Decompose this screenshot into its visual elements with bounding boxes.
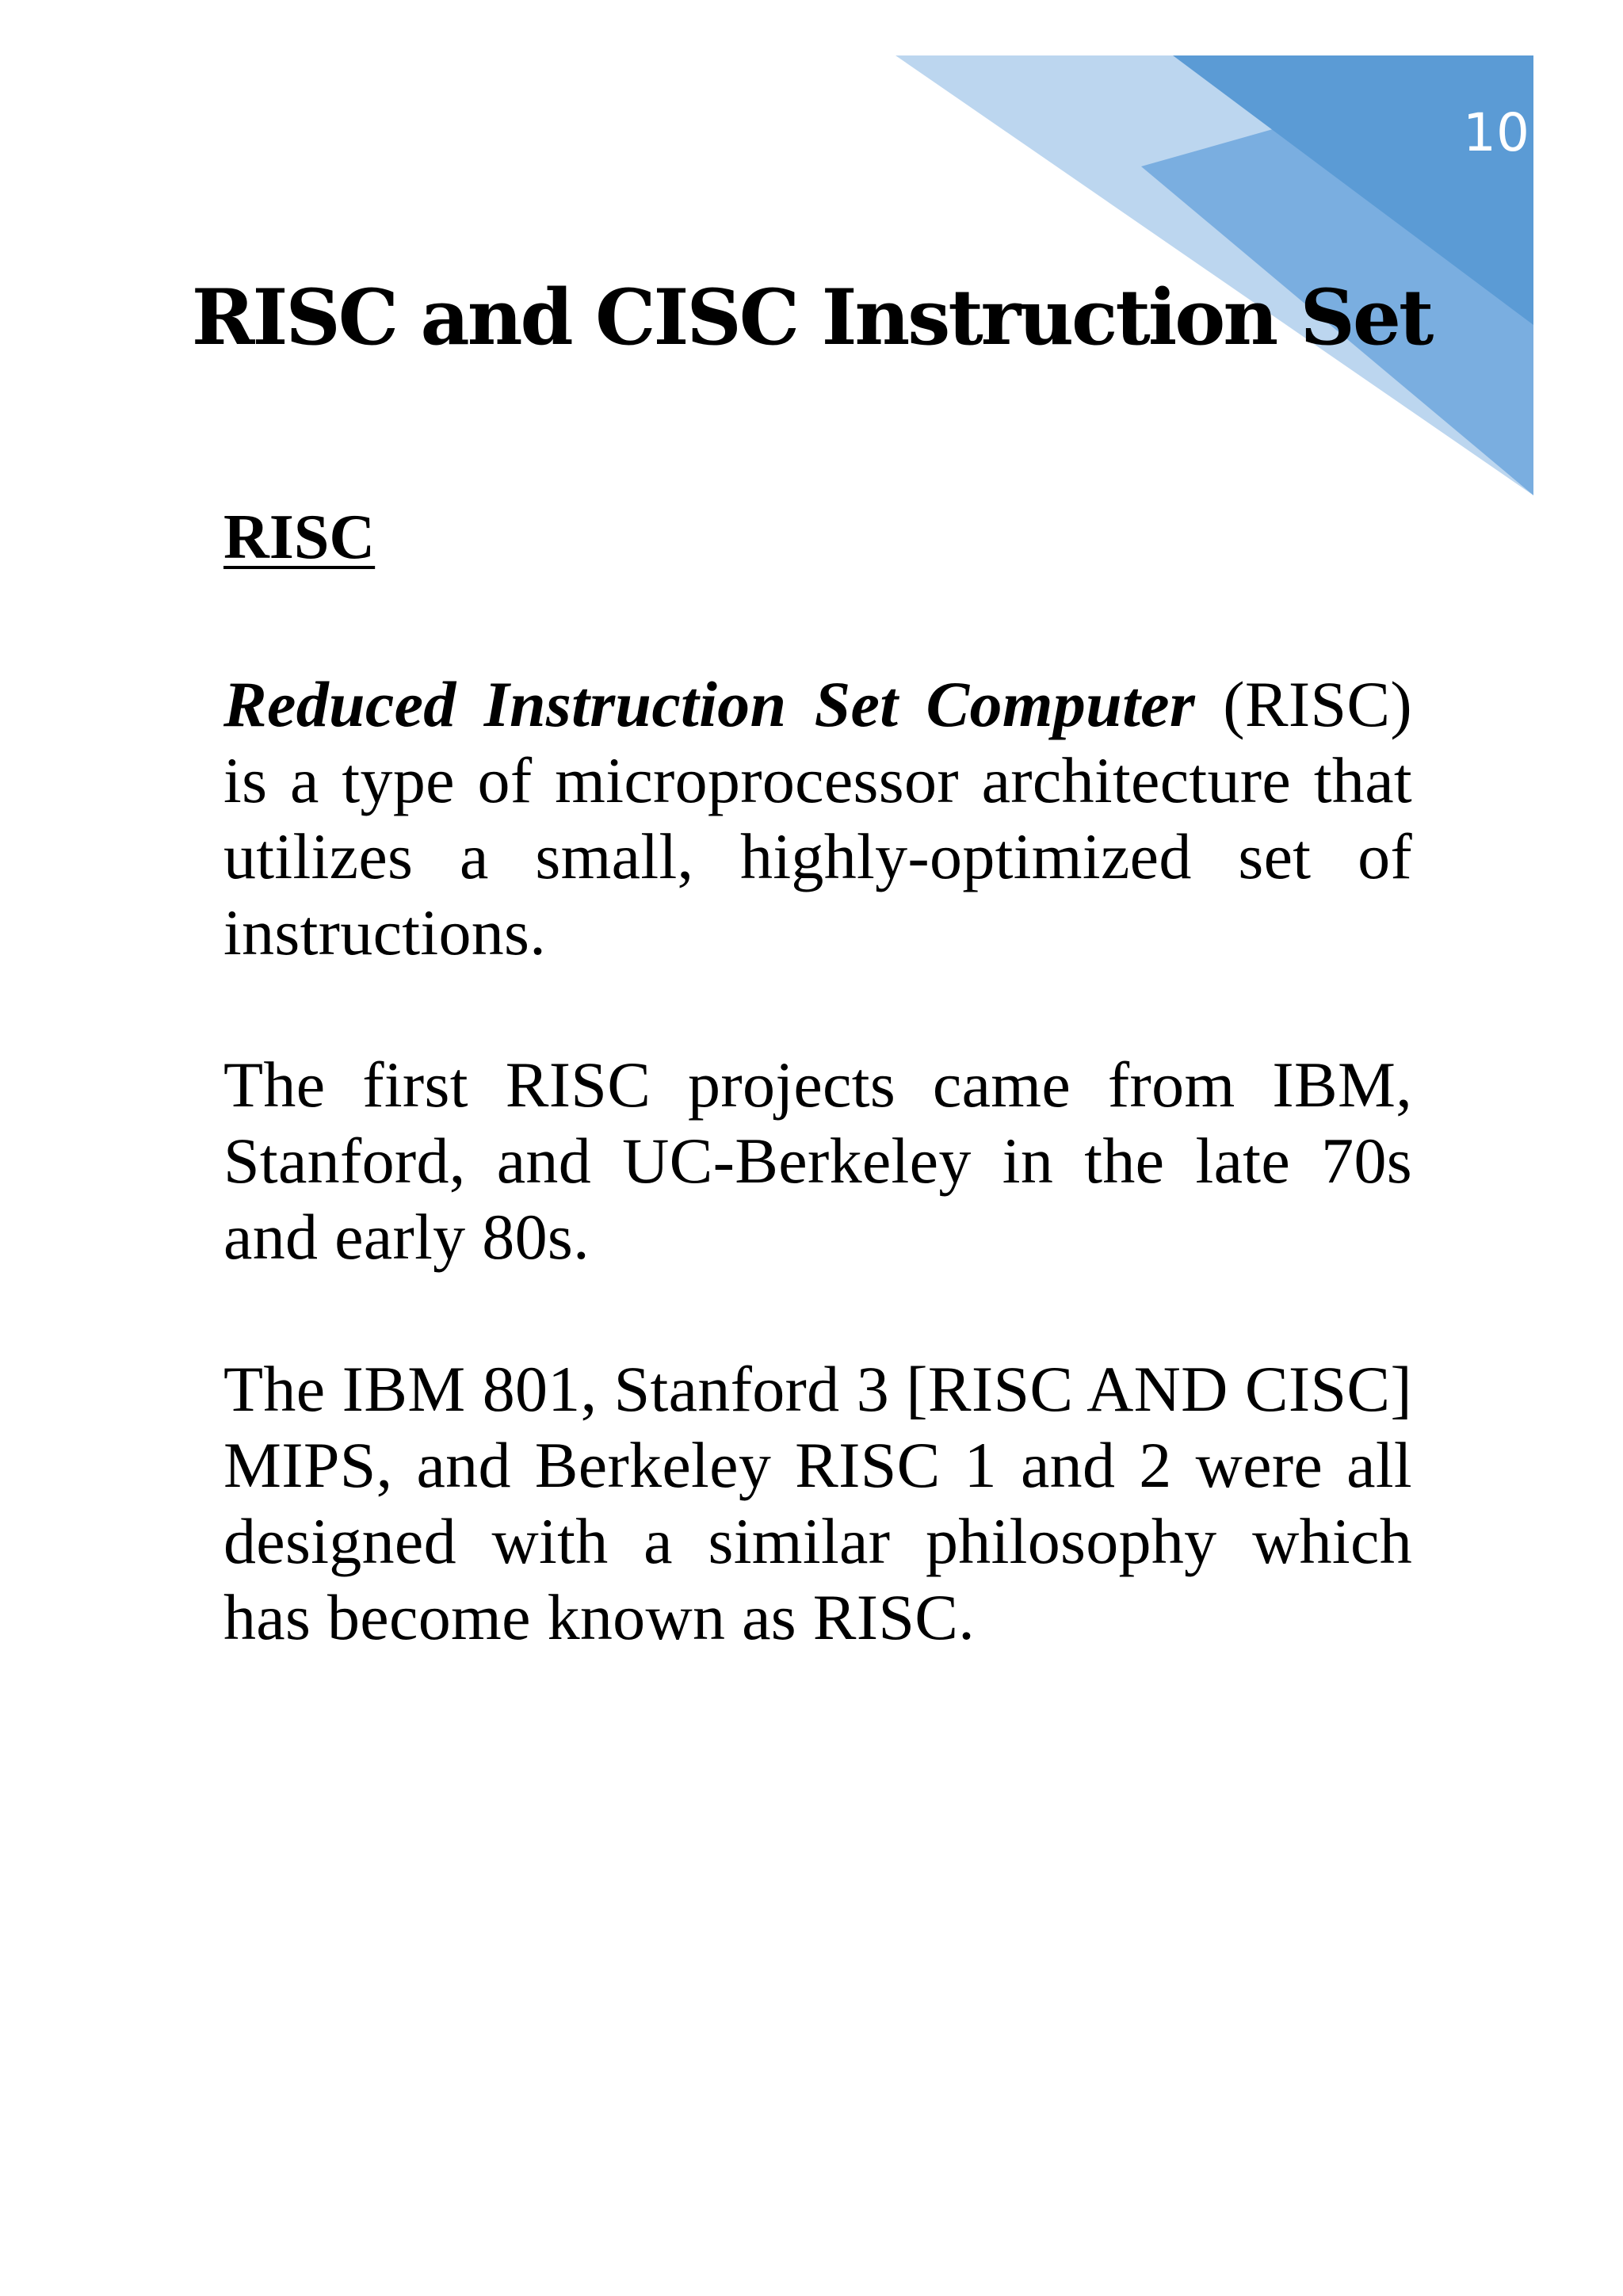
paragraph-examples: The IBM 801, Stanford 3 [RISC AND CISC] MIPS, and Berkeley RISC 1 and 2 were all designed with a similar philosophy which has become known as RISC. (223, 1353, 1412, 1653)
document-body (223, 499, 1412, 1732)
page-number: 10 (1463, 102, 1529, 163)
defined-term: Reduced Instruction Set Computer (223, 668, 1196, 740)
paragraph-definition (223, 667, 1412, 971)
page-title: RISC and CISC Instruction Set (191, 273, 1432, 362)
paragraph-history: The first RISC projects came from IBM, Stanford, and UC-Berkeley in the late 70s and early 80s. (223, 1049, 1412, 1273)
section-heading: RISC (223, 502, 376, 572)
definition-text: (RISC) is a type of microprocessor architecture that utilizes a small, highly-optimized set of instructions. (223, 668, 1413, 968)
